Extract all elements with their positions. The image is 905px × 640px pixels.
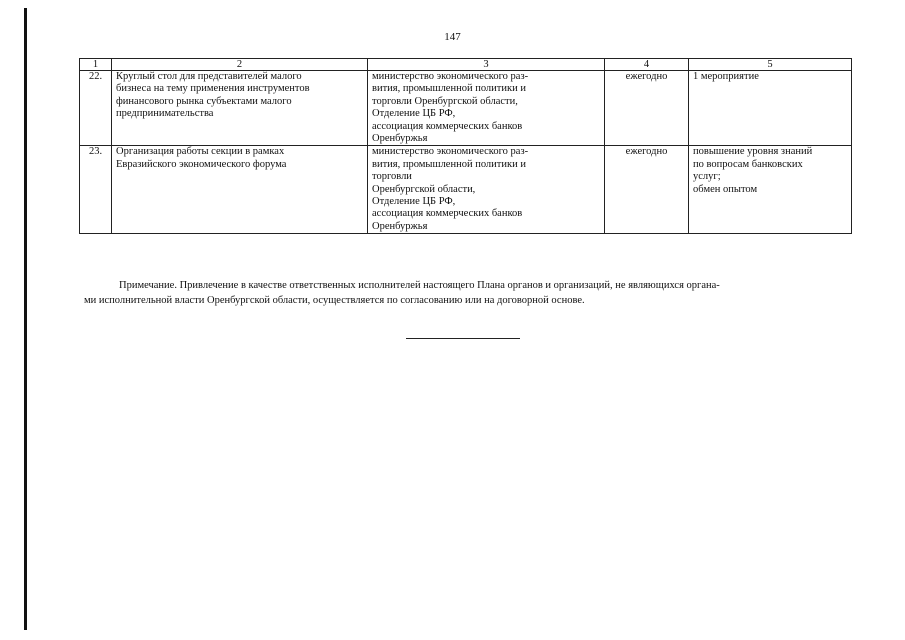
executors-text-line: Оренбуржья [372,133,428,145]
event-text-line: Организация работы секции в рамках [116,146,285,158]
event-cell [112,71,368,146]
result-cell [689,71,852,146]
header-col-1: 1 [80,59,112,71]
row-number: 23. [80,146,112,234]
result-text-line: по вопросам банковских [693,158,803,170]
executors-text-line: ассоциация коммерческих банков [372,208,523,220]
event-cell [112,146,368,234]
row-number: 22. [80,71,112,146]
period-cell: ежегодно [605,146,689,234]
executors-text-line: торговли Оренбургской области, [372,95,518,107]
executors-cell [368,146,605,234]
period-cell: ежегодно [605,71,689,146]
executors-text-line: ассоциация коммерческих банков [372,120,523,132]
result-cell [689,146,852,234]
header-col-3: 3 [368,59,605,71]
page-number: 147 [444,31,461,43]
event-text-line: Круглый стол для представителей малого [116,71,302,82]
plan-table [79,58,852,234]
executors-text-line: торговли [372,171,412,183]
executors-text-line: Оренбуржья [372,220,428,232]
footnote-line: Примечание. Привлечение в качестве ответственных исполнителей настоящего Плана органов и организаций, не являющихся органа- [119,280,720,291]
executors-text-line: вития, промышленной политики и [372,158,526,170]
page-binding-edge [24,8,27,630]
result-text-line: повышение уровня знаний [693,146,813,158]
result-text-line: 1 мероприятие [693,71,759,82]
executors-text-line: вития, промышленной политики и [372,83,526,95]
result-text-line: обмен опытом [693,183,758,195]
executors-text-line: министерство экономического раз- [372,71,529,82]
footnote-line: ми исполнительной власти Оренбургской области, осуществляется по согласованию или на договорной основе. [84,294,585,306]
table-header [80,59,852,71]
header-row [80,59,852,71]
event-text-line: предпринимательства [116,108,214,120]
executors-cell [368,71,605,146]
table-row [80,71,852,146]
executors-text-line: Отделение ЦБ РФ, [372,108,456,120]
end-of-document-rule [406,338,520,339]
event-text-line: бизнеса на тему применения инструментов [116,83,310,95]
executors-text-line: Отделение ЦБ РФ, [372,196,456,208]
event-text-line: Евразийского экономического форума [116,158,287,170]
table-row [80,146,852,234]
executors-text-line: Оренбургской области, [372,183,476,195]
executors-text-line: министерство экономического раз- [372,146,529,158]
event-text-line: финансового рынка субъектами малого [116,95,292,107]
header-col-5: 5 [689,59,852,71]
footnote [84,279,850,308]
header-col-2: 2 [112,59,368,71]
header-col-4: 4 [605,59,689,71]
result-text-line: услуг; [693,171,721,183]
